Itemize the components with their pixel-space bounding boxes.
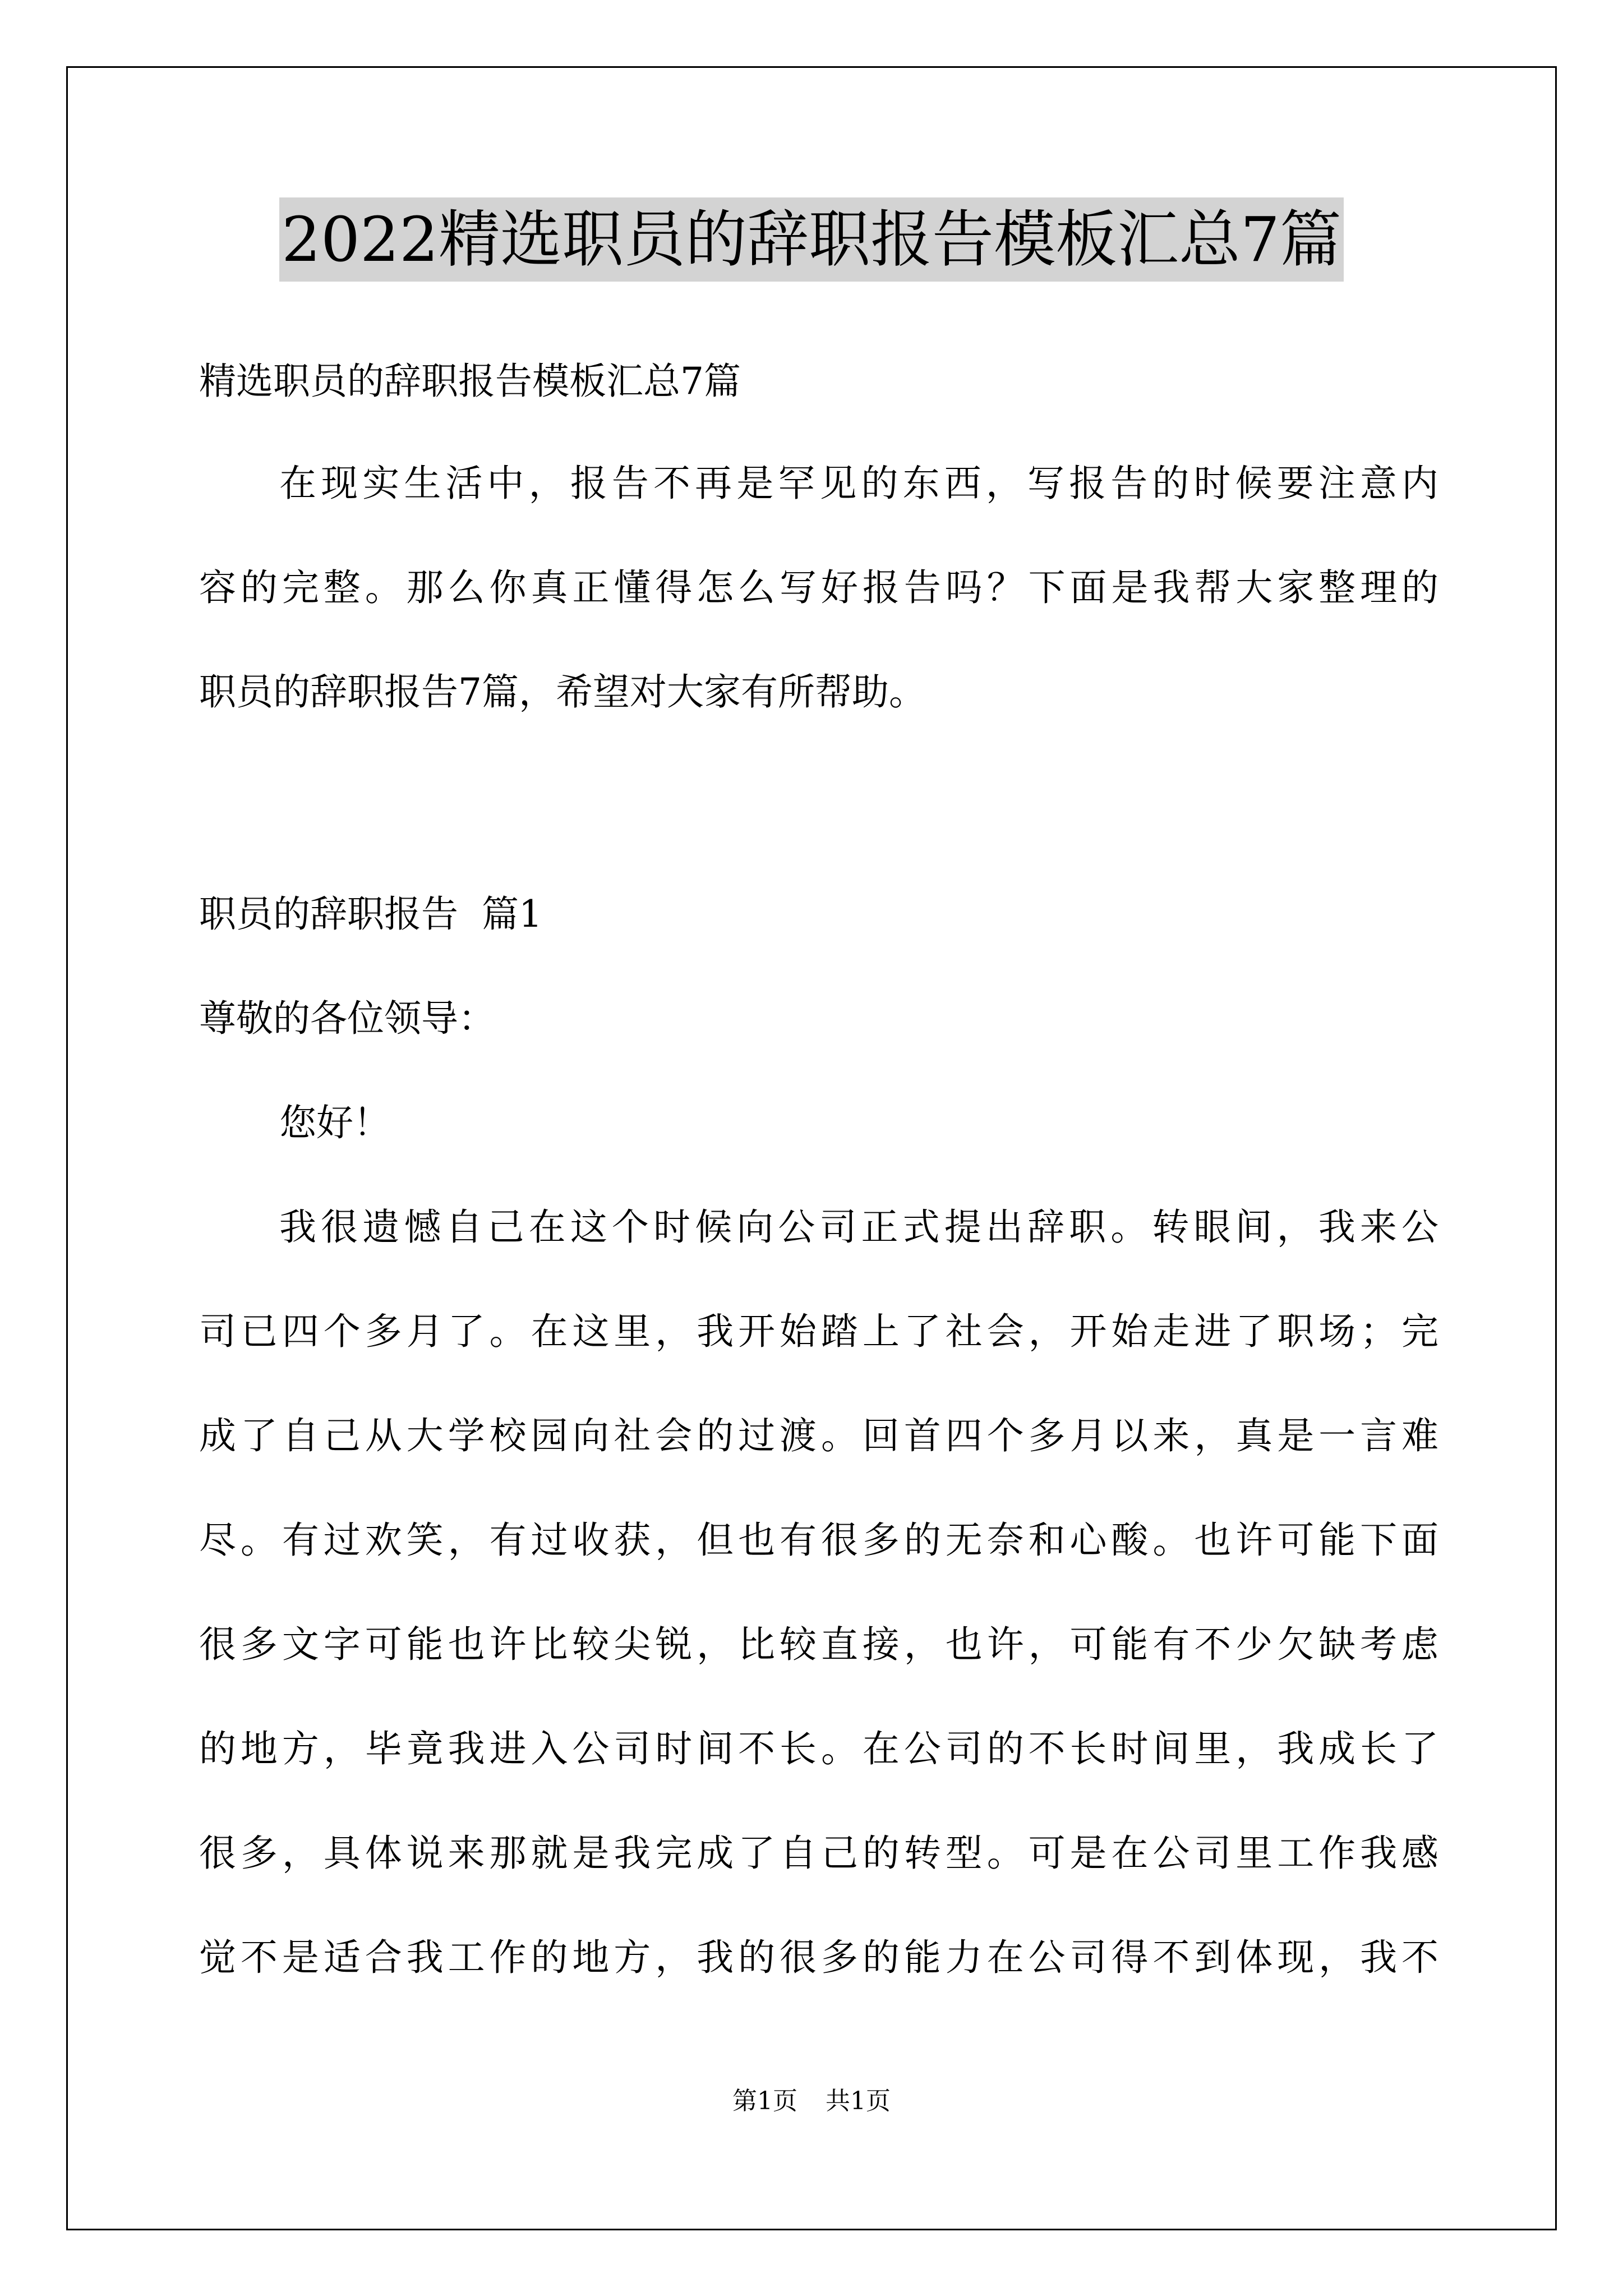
body-line-2: 司已四个多月了。在这里，我开始踏上了社会，开始走进了职场；完 [199,1310,1438,1353]
page-total: 共1页 [826,2087,891,2115]
body-line-5: 很多文字可能也许比较尖锐，比较直接，也许，可能有不少欠缺考虑 [199,1623,1438,1666]
section-heading: 职员的辞职报告 篇1 [199,892,542,936]
intro-line-2: 容的完整。那么你真正懂得怎么写好报告吗？下面是我帮大家整理的 [199,566,1438,609]
intro-line-1: 在现实生活中，报告不再是罕见的东西，写报告的时候要注意内 [279,462,1438,505]
title-container [0,197,1623,282]
document-subtitle: 精选职员的辞职报告模板汇总7篇 [199,360,741,403]
body-line-4: 尽。有过欢笑，有过收获，但也有很多的无奈和心酸。也许可能下面 [199,1519,1438,1562]
body-line-6: 的地方，毕竟我进入公司时间不长。在公司的不长时间里，我成长了 [199,1727,1438,1770]
body-line-8: 觉不是适合我工作的地方，我的很多的能力在公司得不到体现，我不 [199,1936,1438,1979]
page-footer [0,2085,1623,2118]
body-line-3: 成了自己从大学校园向社会的过渡。回首四个多月以来，真是一言难 [199,1414,1438,1457]
document-title: 2022精选职员的辞职报告模板汇总7篇 [279,197,1344,282]
greeting: 您好！ [279,1101,390,1144]
body-line-7: 很多，具体说来那就是我完成了自己的转型。可是在公司里工作我感 [199,1832,1438,1875]
page-number: 第1页 [732,2087,797,2115]
intro-line-3: 职员的辞职报告7篇，希望对大家有所帮助。 [199,670,926,714]
body-line-1: 我很遗憾自己在这个时候向公司正式提出辞职。转眼间，我来公 [279,1205,1438,1249]
salutation: 尊敬的各位领导： [199,997,495,1040]
